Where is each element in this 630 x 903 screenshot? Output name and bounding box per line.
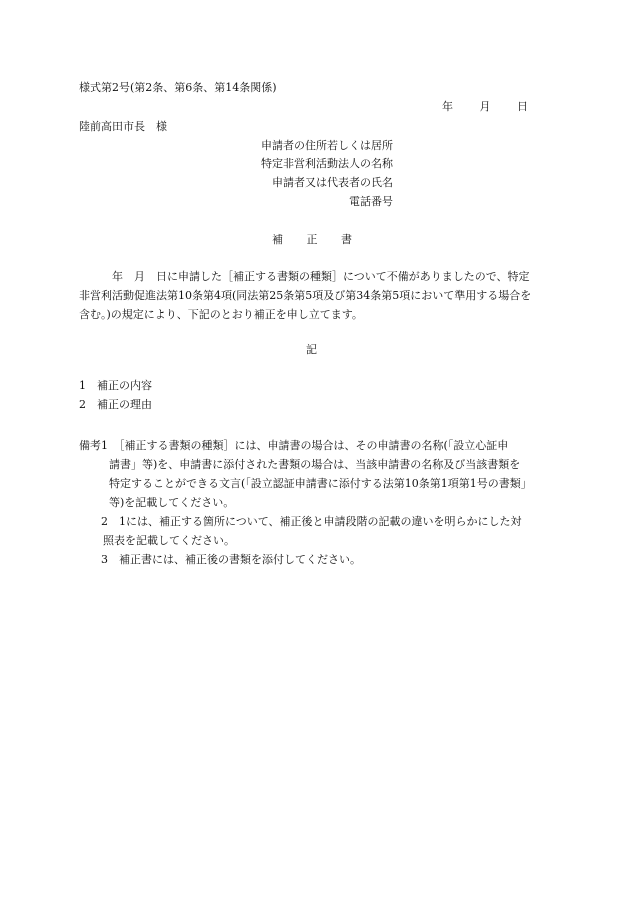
body-line: 含む。)の規定により、下記のとおり補正を申し立てます。 xyxy=(79,308,363,321)
note-line: 3 補正書には、補正後の書類を添付してください。 xyxy=(101,553,361,566)
note-line: 特定することができる文言(「設立認証申請書に添付する法第10条第1項第1号の書類」 xyxy=(109,477,532,490)
item-number: 2 xyxy=(79,398,86,411)
item-number: 1 xyxy=(79,379,86,392)
date-day: 日 xyxy=(517,100,528,113)
note-line: 2 1には、補正する箇所について、補正後と申請段階の記載の違いを明らかにした対 xyxy=(101,515,522,528)
phone-number-label: 電話番号 xyxy=(349,195,393,208)
applicant-name-label: 申請者又は代表者の氏名 xyxy=(272,176,393,189)
addressee: 陸前高田市長 様 xyxy=(79,120,167,133)
date-year: 年 xyxy=(442,100,453,113)
ki-heading: 記 xyxy=(306,343,317,356)
document-title xyxy=(272,234,352,245)
note-item xyxy=(79,512,559,550)
title-char: 補 xyxy=(272,233,283,246)
body-line: 非営利活動促進法第10条第4項(同法第25条第5項及び第34条第5項において準用する場合を xyxy=(79,289,532,302)
note-line: 等)を記載してください。 xyxy=(109,496,235,509)
note-line: 請書」等)を、申請書に添付された書類の場合は、当該申請書の名称及び当該書類を xyxy=(109,458,521,471)
title-char: 正 xyxy=(306,233,318,246)
note-item xyxy=(79,436,559,512)
body-line: 年 月 日に申請した［補正する書類の種類］について不備がありましたので、特定 xyxy=(101,270,530,283)
date-line xyxy=(442,101,528,112)
note-item xyxy=(79,550,559,569)
item-label: 補正の内容 xyxy=(97,379,152,392)
note-line: 備考1 ［補正する書類の種類］には、申請書の場合は、その申請書の名称(「設立心証申 xyxy=(79,439,509,452)
item-label: 補正の理由 xyxy=(97,398,152,411)
body-paragraph xyxy=(79,267,551,324)
list-item xyxy=(79,399,152,410)
corporation-name-label: 特定非営利活動法人の名称 xyxy=(261,157,393,170)
date-month: 月 xyxy=(479,100,491,113)
applicant-address-label: 申請者の住所若しくは居所 xyxy=(261,139,393,152)
note-line: 照表を記載してください。 xyxy=(103,534,235,547)
title-char: 書 xyxy=(341,233,352,246)
notes-section xyxy=(79,436,559,569)
form-number: 様式第2号(第2条、第6条、第14条関係) xyxy=(79,81,277,94)
list-item xyxy=(79,380,152,391)
